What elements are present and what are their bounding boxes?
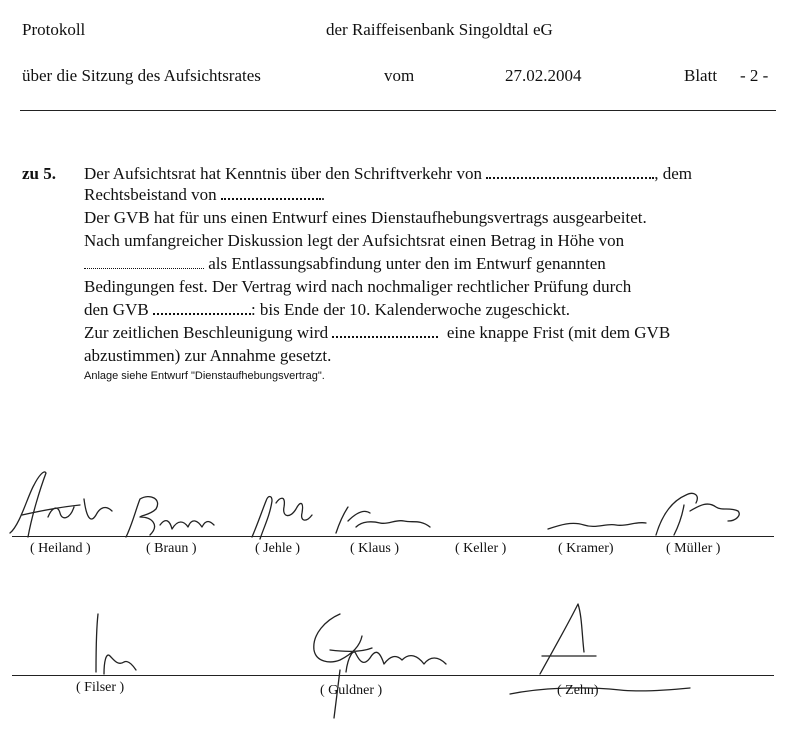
item-number: zu 5. [22, 164, 56, 183]
line7-end: : bis Ende der 10. Kalenderwoche zugeschickt. [250, 300, 571, 319]
header-subject: über die Sitzung des Aufsichtsrates [22, 66, 261, 85]
signatory-name: ( Braun ) [146, 541, 197, 556]
item-line-9: abzustimmen) zur Annahme gesetzt. [84, 346, 332, 365]
signatory-name: ( Klaus ) [350, 541, 399, 556]
signatory-name: ( Jehle ) [255, 541, 301, 556]
header-bank: der Raiffeisenbank Singoldtal eG [326, 20, 553, 39]
line2-end: . [320, 185, 326, 204]
blank-field [332, 324, 438, 338]
line8-end: eine knappe Frist (mit dem GVB [446, 323, 671, 342]
signatory-name: ( Heiland ) [30, 541, 91, 556]
item-line-1 [84, 163, 692, 184]
line2-text: Rechtsbeistand von [84, 185, 217, 204]
signatory-name: ( Filser ) [76, 680, 125, 695]
header-vom: vom [384, 66, 415, 85]
item-line-8 [84, 322, 670, 343]
blank-field [84, 256, 204, 269]
signatory-name: ( Guldner ) [320, 683, 383, 698]
item-line-6: Bedingungen fest. Der Vertrag wird nach nochmaliger rechtlicher Prüfung durch [84, 277, 632, 296]
signatures-row-2 [0, 590, 800, 730]
signature-line-row-1 [12, 536, 774, 537]
item-line-7 [84, 299, 570, 320]
line1-end: , dem [654, 164, 693, 183]
item-line-3: Der GVB hat für uns einen Entwurf eines Dienstaufhebungsvertrags ausgearbeitet. [84, 208, 647, 227]
attachment-note: Anlage siehe Entwurf "Dienstaufhebungsvertrag". [84, 370, 325, 382]
line7-text: den GVB [84, 300, 149, 319]
header-page-number: - 2 - [740, 66, 769, 85]
item-line-2 [84, 184, 325, 205]
signature-line-row-2 [12, 675, 774, 676]
header-protokoll: Protokoll [22, 20, 86, 39]
signatory-name: ( Müller ) [666, 541, 721, 556]
header-date: 27.02.2004 [505, 66, 582, 85]
blank-field [486, 165, 654, 179]
signatory-name: ( Keller ) [455, 541, 507, 556]
item-line-5 [84, 253, 606, 274]
header-rule [20, 110, 776, 111]
blank-field [221, 186, 321, 200]
header-blatt: Blatt [684, 66, 718, 85]
blank-field [153, 301, 251, 315]
line5-text: als Entlassungsabfindung unter den im Entwurf genannten [208, 254, 606, 273]
line8-text: Zur zeitlichen Beschleunigung wird [84, 323, 329, 342]
signatory-name: ( Kramer) [558, 541, 614, 556]
line1-text: Der Aufsichtsrat hat Kenntnis über den Schriftverkehr von [84, 164, 482, 183]
signatures-row-1 [0, 455, 800, 555]
item-line-4: Nach umfangreicher Diskussion legt der Aufsichtsrat einen Betrag in Höhe von [84, 231, 625, 250]
signatory-name: ( Zehn) [557, 683, 599, 698]
